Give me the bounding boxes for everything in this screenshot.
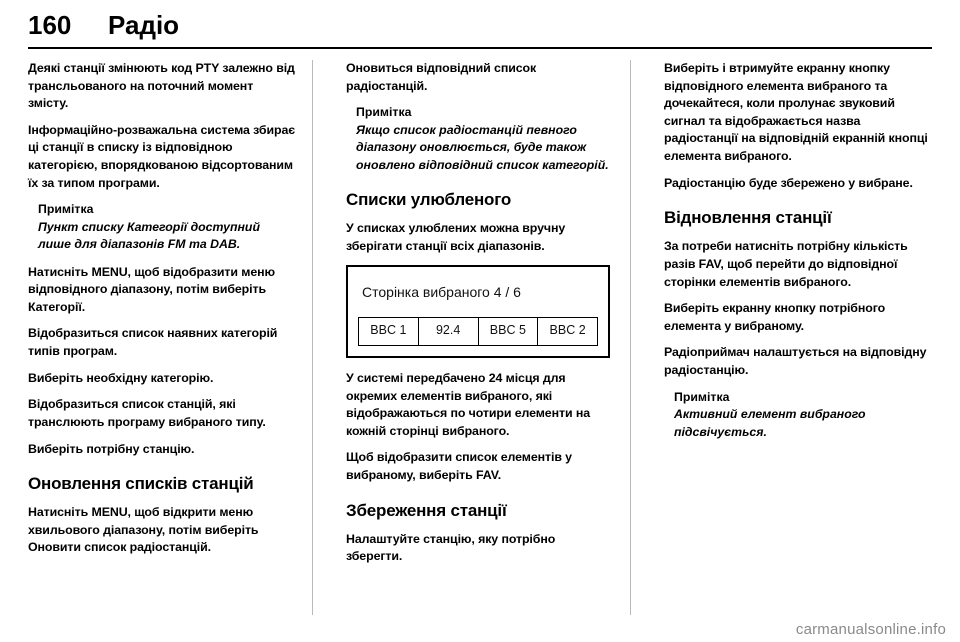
favorites-row — [358, 317, 598, 346]
favorites-screen-figure — [346, 265, 610, 358]
note-body: Якщо список радіостанцій певного діапазону оновлюється, буде також оновлено відповідний список категорій. — [356, 122, 609, 172]
content-columns — [28, 60, 932, 620]
note-body: Пункт списку Категорії доступний лише для діапазонів FM та DAB. — [38, 219, 260, 252]
note-block — [356, 104, 614, 174]
note-block — [38, 201, 296, 253]
paragraph: У списках улюблених можна вручну зберігати станції всіх діапазонів. — [346, 221, 566, 253]
paragraph: Радіоприймач налаштується на відповідну радіостанцію. — [664, 345, 927, 378]
page-title: Радіо — [108, 10, 180, 40]
note-title: Примітка — [356, 105, 412, 120]
favorite-button-2[interactable]: 92.4 — [419, 318, 479, 345]
paragraph: У системі передбачено 24 місця для окремих елементів вибраного, які відображаються по чотири елементи на кожній сторінці вибраного. — [346, 371, 590, 438]
paragraph: Виберіть потрібну станцію. — [28, 441, 195, 456]
paragraph: Виберіть необхідну категорію. — [28, 370, 214, 385]
paragraph: Відобразиться список наявних категорій типів програм. — [28, 326, 278, 359]
note-block — [674, 389, 932, 441]
paragraph: Виберіть і втримуйте екранну кнопку відповідного елемента вибраного та дочекайтеся, коли пролунає звуковий сигнал та відображається назва радіостанції на відповідній екранній кнопці елемента вибраного. — [664, 61, 928, 164]
section-heading: Оновлення списків станцій — [28, 474, 254, 494]
paragraph: Деякі станції змінюють код PTY залежно від трансльованого на поточний момент змісту. — [28, 61, 295, 111]
column-3 — [664, 60, 932, 620]
note-body: Активний елемент вибраного підсвічується. — [674, 407, 866, 439]
paragraph: Оновиться відповідний список радіостанцій. — [346, 61, 537, 93]
paragraph: Інформаційно-розважальна система збирає ці станції в списку із відповідною категорією, впорядкованою відсортованим їх за типом програми. — [28, 122, 295, 190]
favorite-button-4[interactable]: BBC 2 — [549, 323, 586, 338]
paragraph: За потреби натисніть потрібну кількість разів FAV, щоб перейти до відповідної сторінки елементів вибраного. — [664, 239, 908, 289]
section-heading: Відновлення станції — [664, 208, 832, 228]
paragraph: Натисніть MENU, щоб відкрити меню хвильового діапазону, потім виберіть Оновити список радіостанцій. — [28, 505, 259, 555]
watermark: carmanualsonline.info — [795, 621, 946, 638]
figure-title: Сторінка вибраного 4 / 6 — [362, 284, 521, 301]
paragraph: Радіостанцію буде збережено у вибране. — [664, 175, 913, 190]
favorite-button-1[interactable]: BBC 1 — [359, 318, 419, 345]
note-title: Примітка — [38, 202, 94, 217]
header-divider — [28, 47, 932, 49]
page-number: 160 — [28, 10, 72, 40]
favorite-button-3[interactable]: BBC 5 — [479, 318, 539, 345]
column-1 — [28, 60, 296, 620]
column-2 — [346, 60, 614, 620]
paragraph: Щоб відобразити список елементів у вибраному, виберіть FAV. — [346, 450, 572, 483]
page-header — [28, 10, 932, 50]
paragraph: Натисніть MENU, щоб відобразити меню відповідного діапазону, потім виберіть Категорії. — [28, 264, 275, 314]
paragraph: Виберіть екранну кнопку потрібного елемента у вибраному. — [664, 301, 886, 333]
section-heading: Списки улюбленого — [346, 190, 512, 210]
paragraph: Налаштуйте станцію, яку потрібно зберегти. — [346, 531, 556, 564]
section-heading: Збереження станції — [346, 500, 507, 520]
note-title: Примітка — [674, 389, 730, 404]
paragraph: Відобразиться список станцій, які транслюють програму вибраного типу. — [28, 397, 266, 429]
